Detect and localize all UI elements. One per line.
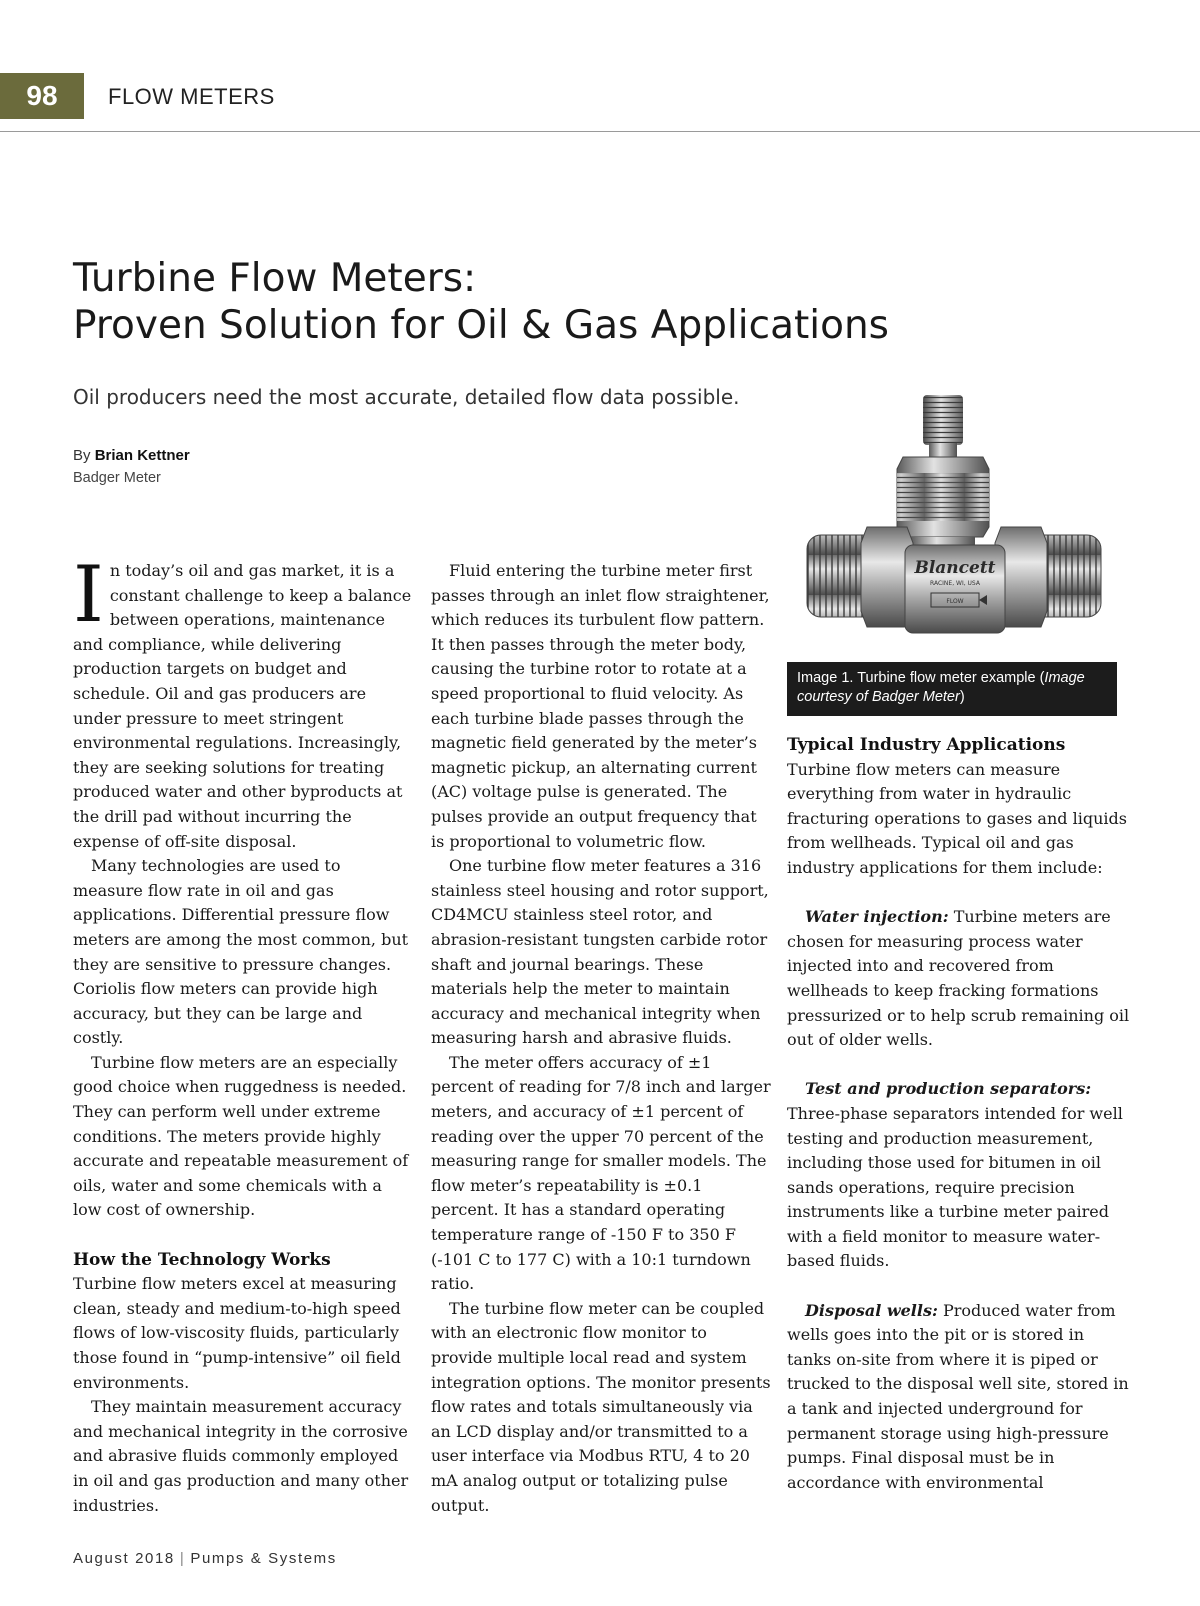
article-subtitle: Oil producers need the most accurate, detailed flow data possible. — [73, 385, 740, 409]
application-text: Three-phase separators intended for well testing and production measurement, including those used for bitumen in oil sands operations, require precision instruments like a turbine meter paired with a field monitor to measure water-based fluids. — [787, 1103, 1123, 1271]
title-line-1: Turbine Flow Meters: — [73, 256, 477, 301]
footer-separator: | — [179, 1550, 186, 1567]
paragraph: Many technologies are used to measure flow rate in oil and gas applications. Differential pressure flow meters are among the most common, but they are sensitive to pressure changes. Coriolis flow meters can provide high accuracy, but they can be large and costly. — [73, 856, 409, 1048]
header-divider — [0, 131, 1200, 132]
caption-suffix: ) — [959, 689, 965, 705]
paragraph: They maintain measurement accuracy and mechanical integrity in the corrosive and abrasive fluids commonly employed in oil and gas production and many other industries. — [73, 1397, 409, 1515]
paragraph: Turbine flow meters are an especially good choice when ruggedness is needed. They can perform well under extreme conditions. The meters provide highly accurate and repeatable measurement of oils, water and some chemicals with a low cost of ownership. — [73, 1052, 409, 1220]
paragraph: Fluid entering the turbine meter first passes through an inlet flow straightener, which reduces its turbulent flow pattern. It then passes through the meter body, causing the turbine rotor to rotate at a speed proportional to fluid velocity. As each turbine blade passes through the magnetic field generated by the meter’s magnetic pickup, an alternating current (AC) voltage pulse is generated. The pulses provide an output frequency that is proportional to volumetric flow. — [431, 561, 770, 851]
section-heading-applications: Typical Industry Applications — [787, 735, 1066, 755]
paragraph: Turbine flow meters can measure everything from water in hydraulic fracturing operations to gases and liquids from wellheads. Typical oil and gas industry applications for them include: — [787, 759, 1127, 877]
page-number: 98 — [26, 80, 58, 111]
application-lead: Test and production separators: — [805, 1079, 1092, 1099]
intro-paragraph — [73, 550, 413, 854]
caption-prefix: Image 1. Turbine flow meter example ( — [797, 670, 1045, 686]
application-item — [787, 1299, 1132, 1496]
column-1 — [73, 550, 413, 1518]
intro-text: n today’s oil and gas market, it is a constant challenge to keep a balance between operations, maintenance and compliance, while delivering production targets on budget and schedule. Oil and gas producers are under pressure to meet stringent environmental regulations. Increasingly, they are seeking solutions for treating produced water and other byproducts at the drill pad without incurring the expense of off-site disposal. — [73, 561, 412, 851]
paragraph: Turbine flow meters excel at measuring clean, steady and medium-to-high speed flows of low-viscosity fluids, particularly those found in “pump-intensive” oil field environments. — [73, 1274, 401, 1392]
byline-prefix: By — [73, 447, 91, 464]
column-3 — [787, 733, 1132, 1495]
page-footer — [73, 1550, 337, 1567]
location-engraving: RACINE, WI, USA — [930, 580, 980, 587]
application-lead: Disposal wells: — [805, 1300, 938, 1320]
author-name: Brian Kettner — [94, 447, 190, 464]
paragraph: The turbine flow meter can be coupled with an electronic flow monitor to provide multiple local read and system integration options. The monitor presents flow rates and totals simultaneously via an LCD display and/or transmitted to a user interface via Modbus RTU, 4 to 20 mA analog output or totalizing pulse output. — [431, 1298, 771, 1515]
application-item — [787, 1077, 1132, 1274]
article-title — [73, 255, 1073, 349]
footer-publication: Pumps & Systems — [190, 1550, 337, 1567]
application-text: Turbine meters are chosen for measuring process water injected into and recovered from wellheads to keep fracking formations pressurized or to help scrub remaining oil out of older wells. — [787, 907, 1130, 1050]
drop-cap: I — [73, 550, 104, 640]
application-item — [787, 905, 1132, 1053]
byline — [73, 447, 190, 464]
paragraph: One turbine flow meter features a 316 stainless steel housing and rotor support, CD4MCU stainless steel rotor, and abrasion-resistant tungsten carbide rotor shaft and journal bearings. These materials help the meter to maintain accuracy and mechanical integrity when measuring harsh and abrasive fluids. — [431, 856, 769, 1048]
flow-arrow-engraving: FLOW — [946, 598, 964, 605]
image-caption — [787, 662, 1117, 716]
title-line-2: Proven Solution for Oil & Gas Applications — [73, 303, 889, 348]
author-affiliation: Badger Meter — [73, 470, 161, 486]
section-heading-technology: How the Technology Works — [73, 1249, 331, 1270]
column-2 — [431, 559, 771, 1518]
page-number-box — [0, 73, 84, 119]
footer-issue: August 2018 — [73, 1550, 175, 1567]
application-text: Produced water from wells goes into the pit or is stored in tanks on-site from where it is piped or trucked to the disposal well site, stored in a tank and injected underground for permanent storage using high-pressure pumps. Final disposal must be in accordance with environmental — [787, 1300, 1129, 1492]
application-lead: Water injection: — [805, 907, 949, 927]
turbine-flow-meter-image — [805, 395, 1105, 650]
paragraph: The meter offers accuracy of ±1 percent of reading for 7/8 inch and larger meters, and accuracy of ±1 percent of reading over the upper 70 percent of the measuring range for smaller models. The flow meter’s repeatability is ±0.1 percent. It has a standard operating temperature range of -150 F to 350 F (-101 C to 177 C) with a 10:1 turndown ratio. — [431, 1052, 771, 1294]
brand-engraving: Blancett — [914, 558, 996, 578]
caption-credit: Image courtesy of Badger Meter — [797, 670, 1085, 705]
section-label: FLOW METERS — [108, 84, 275, 109]
